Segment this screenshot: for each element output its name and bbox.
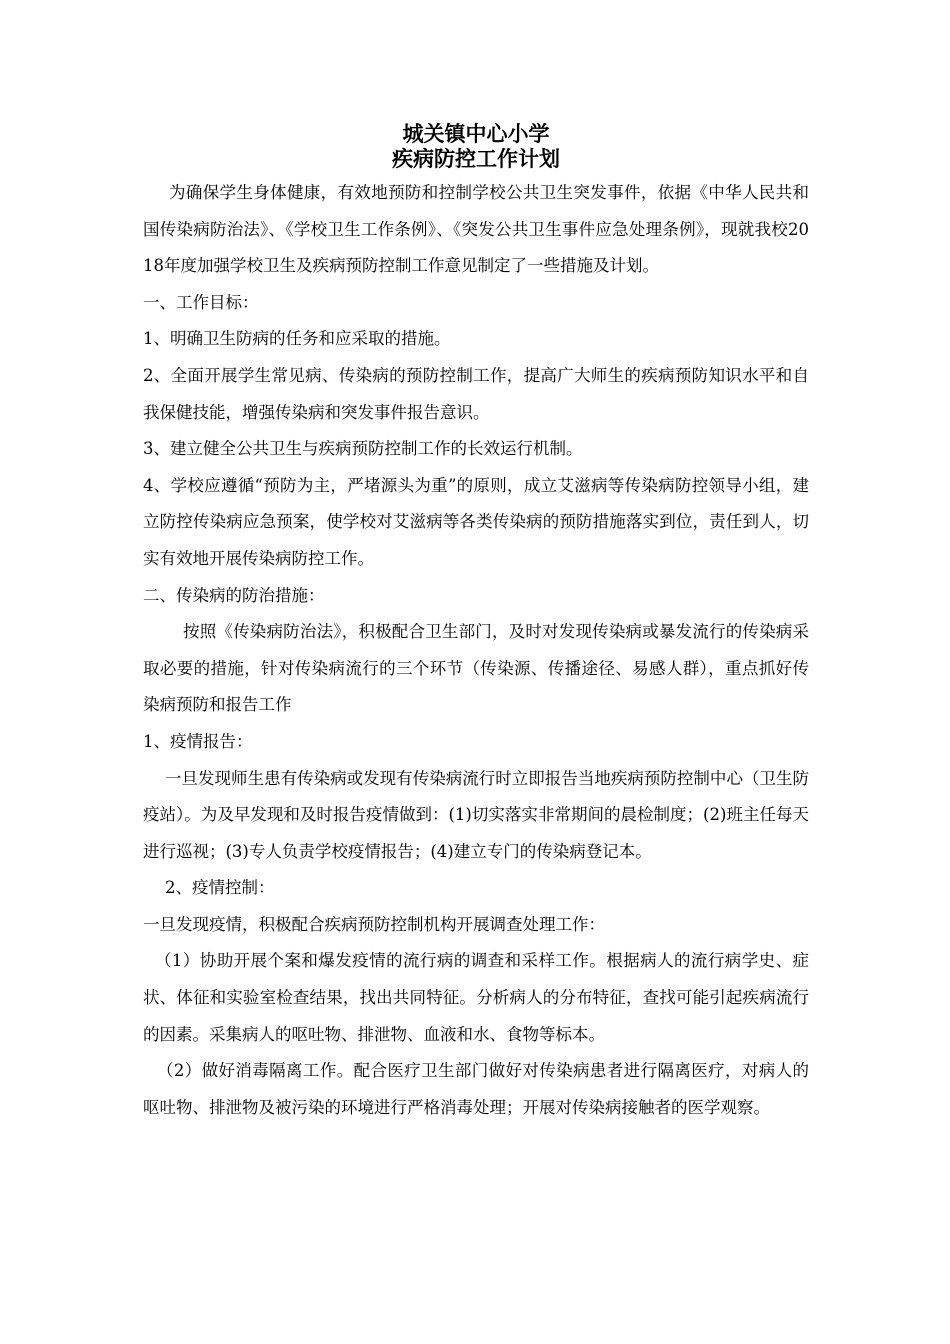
goal-item-4: 4、学校应遵循“预防为主，严堵源头为重”的原则，成立艾滋病等传染病防控领导小组，建立防控传染病应急预案，使学校对艾滋病等各类传染病的预防措施落实到位，责任到人，切实有效地开展传染病防控工作。 (143, 475, 809, 568)
goal-item-1: 1、明确卫生防病的任务和应采取的措施。 (143, 329, 451, 349)
control-item-2: （2）做好消毒隔离工作。配合医疗卫生部门做好对传染病患者进行隔离医疗，对病人的呕吐物、排泄物及被污染的环境进行严格消毒处理；开展对传染病接触者的医学观察。 (143, 1061, 809, 1117)
document-body (143, 175, 809, 1126)
goal-item-3: 3、建立健全公共卫生与疾病预防控制工作的长效运行机制。 (143, 439, 583, 459)
subheading-epidemic-report: 1、疫情报告： (143, 731, 253, 751)
goal-item-2: 2、全面开展学生常见病、传染病的预防控制工作，提高广大师生的疾病预防知识水平和自我保健技能，增强传染病和突发事件报告意识。 (143, 365, 809, 422)
intro-paragraph: 为确保学生身体健康，有效地预防和控制学校公共卫生突发事件，依据《中华人民共和国传染病防治法》、《学校卫生工作条例》、《突发公共卫生事件应急处理条例》，现就我校2018年度加强学校卫生及疾病预防控制工作意见制定了一些措施及计划。 (143, 183, 809, 276)
epidemic-report-paragraph: 一旦发现师生患有传染病或发现有传染病流行时立即报告当地疾病预防控制中心（卫生防疫站）。为及早发现和及时报告疫情做到：(1)切实落实非常期间的晨检制度；(2)班主任每天进行巡视；(3)专人负责学校疫情报告；(4)建立专门的传染病登记本。 (143, 768, 809, 861)
document-title-line-2: 疾病防控工作计划 (392, 147, 560, 171)
epidemic-control-intro: 一旦发现疫情，积极配合疾病预防控制机构开展调查处理工作： (143, 914, 605, 934)
section-heading-measures: 二、传染病的防治措施： (143, 585, 325, 605)
document-page (143, 122, 809, 1126)
measures-paragraph: 按照《传染病防治法》，积极配合卫生部门，及时对发现传染病或暴发流行的传染病采取必要的措施，针对传染病流行的三个环节（传染源、传播途径、易感人群），重点抓好传染病预防和报告工作 (143, 622, 809, 715)
section-heading-goals: 一、工作目标： (143, 292, 259, 312)
document-title-line-1: 城关镇中心小学 (402, 122, 550, 146)
subheading-epidemic-control: 2、疫情控制： (165, 878, 275, 898)
control-item-1: （1）协助开展个案和爆发疫情的流行病的调查和采样工作。根据病人的流行病学史、症状、体征和实验室检查结果，找出共同特征。分析病人的分布特征，查找可能引起疾病流行的因素。采集病人的呕吐物、排泄物、血液和水、食物等标本。 (143, 951, 809, 1044)
